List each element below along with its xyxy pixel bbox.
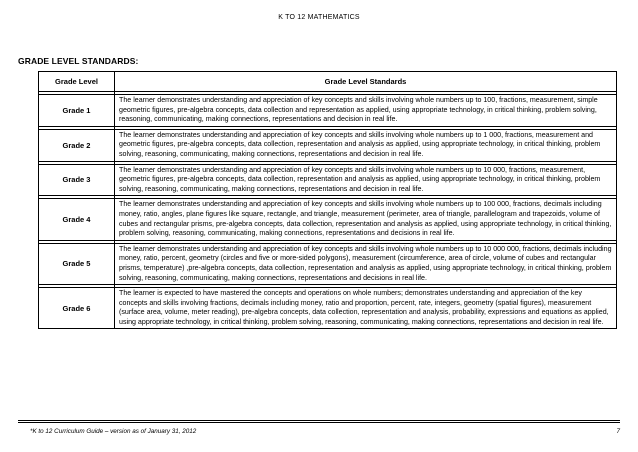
- table-header-row: [39, 72, 617, 92]
- standard-cell: The learner is expected to have mastered the concepts and operations on whole numbers; demonstrates understanding and appreciation of the key concepts and skills involving fractions, decimals including money, ratio and proportion, percent, rate, integers, geometry (spatial figures), measurement (surface area, volume, meter reading), pre-algebra concepts, data collection, representation and analysis, probability, expressions and equations as applied, using appropriate technology, in critical thinking, problem solving, reasoning, communicating, making connections, representations and decision in real life.: [115, 288, 617, 329]
- grade-cell: Grade 5: [39, 243, 115, 284]
- footer-divider: [18, 420, 620, 423]
- standard-cell: The learner demonstrates understanding and appreciation of key concepts and skills involving whole numbers up to 1 000, fractions, measurement and geometric figures, pre-algebra concepts, data collection, representation and analysis as applied, using appropriate technology, in critical thinking, problem solving, reasoning, communicating, making connections, representations and decision in real life.: [115, 129, 617, 161]
- grade-level-standards-table: [38, 71, 617, 329]
- section-title: GRADE LEVEL STANDARDS:: [18, 56, 139, 66]
- column-header-grade-level: Grade Level: [39, 72, 115, 92]
- page-number: 7: [616, 428, 620, 435]
- standard-cell: The learner demonstrates understanding and appreciation of key concepts and skills involving whole numbers up to 100 000, fractions, decimals including money, ratio, angles, plane figures like square, rectangle, and triangle, measurement (perimeter, area of triangle, parallelogram and trapezoids, volume of cubes and rectangular prisms, pre-algebra concepts, data collection, representation and analysis as applied, using appropriate technology, in critical thinking, problem solving, reasoning, communicating, making connections, representations and decisions in real life.: [115, 199, 617, 240]
- table-row: [39, 288, 617, 329]
- table-row: [39, 95, 617, 127]
- grade-cell: Grade 1: [39, 95, 115, 127]
- table-row: [39, 164, 617, 196]
- grade-cell: Grade 6: [39, 288, 115, 329]
- grade-cell: Grade 4: [39, 199, 115, 240]
- standard-cell: The learner demonstrates understanding and appreciation of key concepts and skills involving whole numbers up to 10 000 000, fractions, decimals including money, ratio, percent, geometry (circles and five or more-sided polygons), measurement (circumference, area of circle, volume of cubes and rectangular prisms, temperature) ,pre-algebra concepts, data collection, representation and analysis as applied, using appropriate technology, in critical thinking, problem solving, reasoning, communicating, making connections, representations and decisions in real life.: [115, 243, 617, 284]
- footer-curriculum-note: *K to 12 Curriculum Guide – version as of January 31, 2012: [30, 428, 197, 435]
- column-header-grade-level-standards: Grade Level Standards: [115, 72, 617, 92]
- grade-cell: Grade 3: [39, 164, 115, 196]
- document-header-title: K TO 12 MATHEMATICS: [278, 14, 360, 21]
- grade-cell: Grade 2: [39, 129, 115, 161]
- table-row: [39, 199, 617, 240]
- table-row: [39, 243, 617, 284]
- standard-cell: The learner demonstrates understanding and appreciation of key concepts and skills involving whole numbers up to 100, fractions, measurement, simple geometric figures, pre-algebra concepts, data collection and representation as applied, using appropriate technology, in critical thinking, problem solving, reasoning, communicating, making connections, representations and decision in real life.: [115, 95, 617, 127]
- table-row: [39, 129, 617, 161]
- standard-cell: The learner demonstrates understanding and appreciation of key concepts and skills involving whole numbers up to 10 000, fractions, measurement, geometric figures, pre-algebra concepts, data collection, representation and analysis as applied, using appropriate technology, in critical thinking, problem solving, reasoning, communicating, making connections, representations and decision in real life.: [115, 164, 617, 196]
